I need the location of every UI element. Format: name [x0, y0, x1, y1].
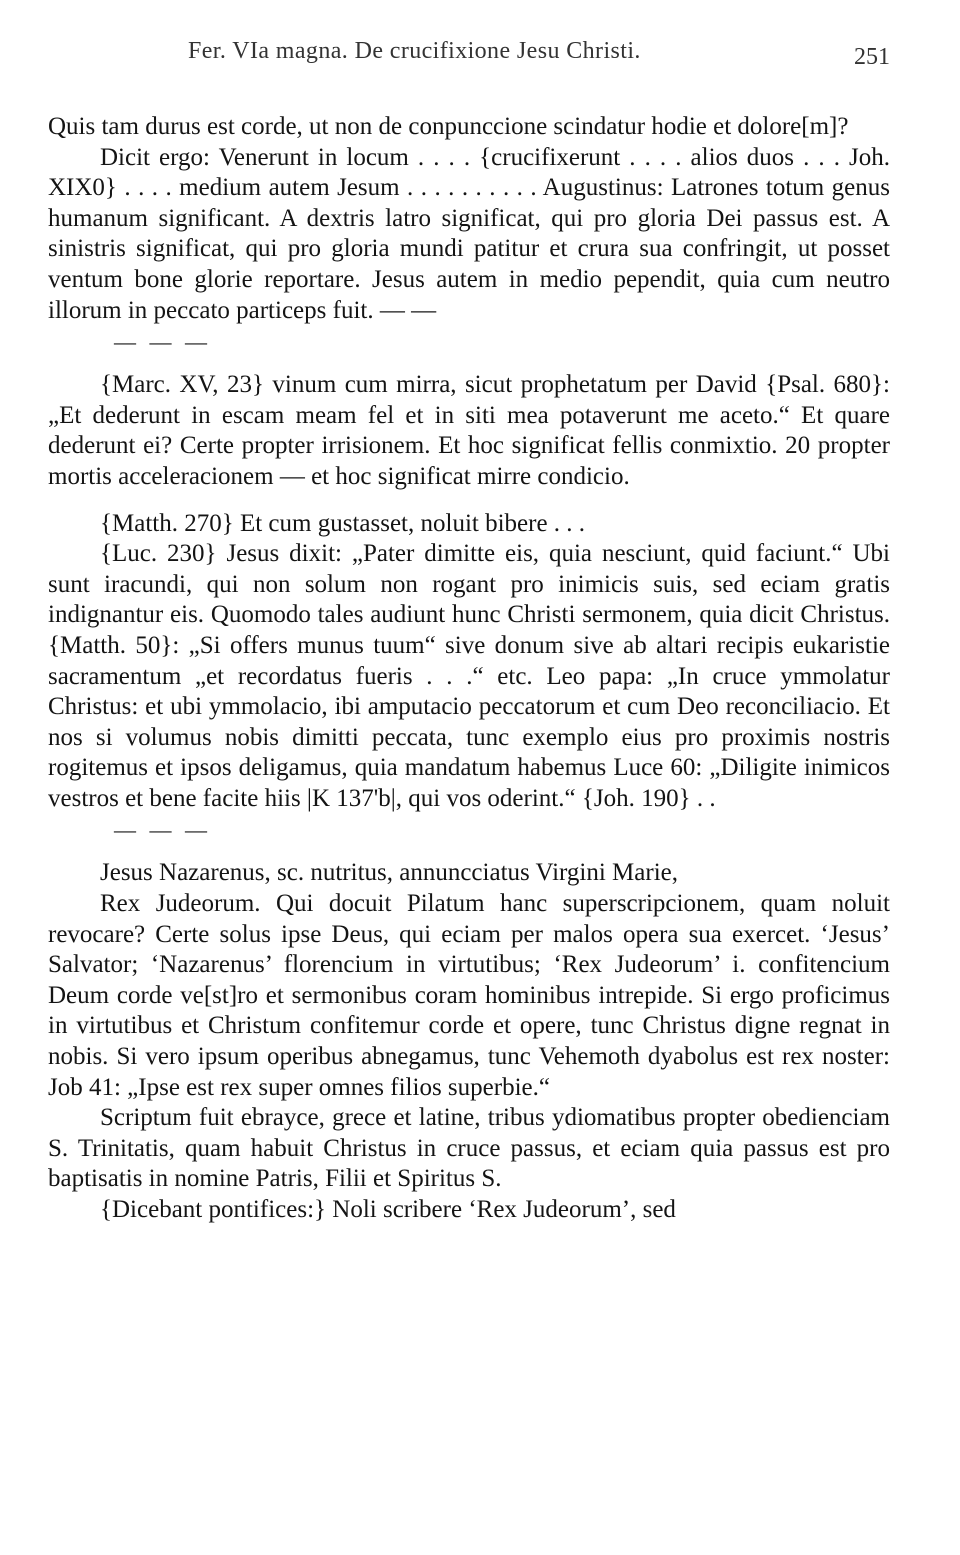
- paragraph: Jesus Nazarenus, sc. nutritus, annuncciatus Virgini Marie,: [100, 859, 679, 887]
- paragraph: Quis tam durus est corde, ut non de conpunccione scindatur hodie et dolore[m]?: [48, 113, 849, 140]
- paragraph: {Matth. 270} Et cum gustasset, noluit bibere . . .: [100, 509, 586, 537]
- paragraph: {Dicebant pontifices:} Noli scribere ‘Rex Judeorum’, sed: [100, 1196, 676, 1223]
- page-body: [48, 112, 890, 1226]
- paragraph: {Luc. 230} Jesus dixit: „Pater dimitte eis, quia nesciunt, quid faciunt.“ Ubi sunt iracundi, qui non solum non rogant pro inimicis suis, sed eciam gratis indignantur eis. Quomodo tales audiunt hunc Christi sermonem, quia dicit Christus. {Matth. 50}: „Si offers munus tuum“ sive donum sive ab altari recipis eukaristie sacramentum „et recordatus fueris . . .“ etc. Leo papa: „In cruce ymmolatur Christus: et ubi ymmolacio, ibi amputacio peccatorum et cum Deo reconciliacio. Et nos si volumus nobis dimitti peccata, tunc exemplo eius pro proximis nostris rogitemus et ipsos deligamus, quia mandatum habemus Luce 60: „Diligite inimicos vestros et bene facite hiis |K 137'b|, qui vos oderint.“ {Joh. 190} . .: [48, 540, 890, 812]
- paragraph: Dicit ergo: Venerunt in locum . . . . {crucifixerunt . . . . alios duos . . . Joh. XIX0} . . . . medium autem Jesum . . . . . . . . . . Augustinus: Latrones totum genus humanum significant. A dextris latro significat, qui pro gloria Dei passus est. A sinistris significat, qui pro gloria mundi patitur et crura sua confringit, ut posset ventum bone glorie reportare. Jesus autem in medio pependit, quia cum neutro illorum in peccato particeps fuit. — —: [48, 143, 890, 324]
- section-separator: — — —: [114, 329, 211, 355]
- paragraph: Rex Judeorum. Qui docuit Pilatum hanc superscripcionem, quam noluit revocare? Certe solus ipse Deus, qui eciam per malos opera sua exercet. ‘Jesus’ Salvator; ‘Nazarenus’ florencium in virtutibus; ‘Rex Judeorum’ i. confitencium Deum corde ve[st]ro et sermonibus coram hominibus intrepide. Si ergo proficimus in virtutibus et Christum confitemur corde et opere, tunc Christus digne regnat in nobis. Si vero ipsum operibus abnegamus, tunc Vehemoth dyabolus est rex noster: Job 41: „Ipse est rex super omnes filios superbie.“: [48, 890, 890, 1101]
- page-number: 251: [854, 44, 890, 70]
- page-header: [0, 38, 960, 74]
- paragraph: {Marc. XV, 23} vinum cum mirra, sicut prophetatum per David {Psal. 680}: „Et dederunt in escam meam fel et in siti mea potaverunt me aceto.“ Et quare dederunt ei? Certe propter irrisionem. Et hoc significat fellis conmixtio. 20 propter mortis acceleracionem — et hoc significat mirre condicio.: [48, 371, 890, 490]
- paragraph: Scriptum fuit ebrayce, grece et latine, tribus ydiomatibus propter obedienciam S. Trinitatis, quam habuit Christus in cruce passus, et eciam quia passus est pro baptisatis in nomine Patris, Filii et Spiritus S.: [48, 1104, 890, 1193]
- section-separator: — — —: [114, 817, 211, 843]
- running-head: Fer. VIa magna. De crucifixione Jesu Christi.: [188, 38, 641, 64]
